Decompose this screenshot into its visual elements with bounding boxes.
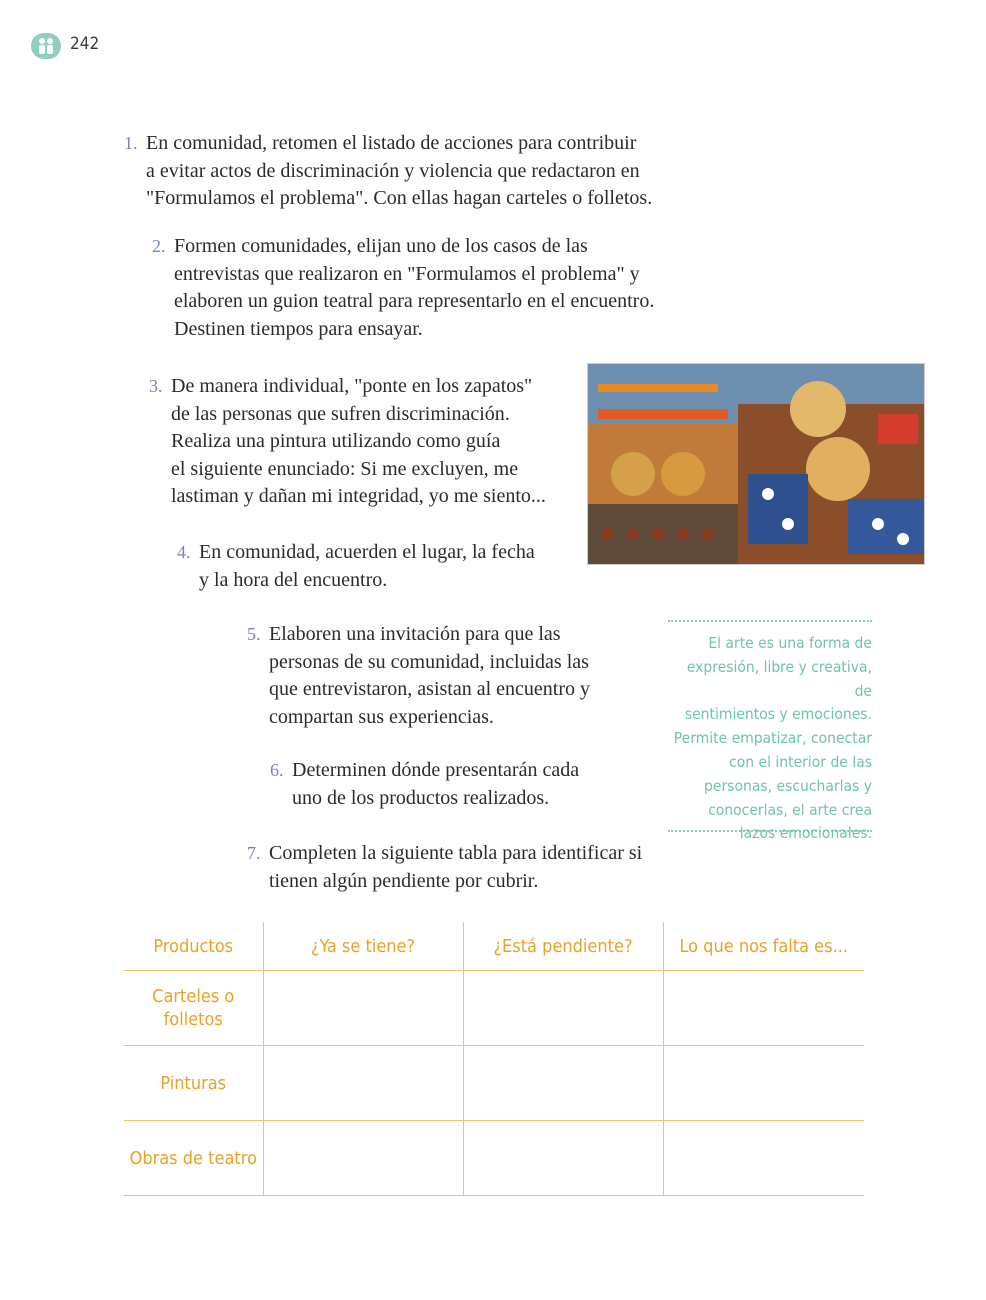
activity-3 (149, 373, 546, 511)
table-row (124, 971, 864, 1046)
activity-text: De manera individual, "ponte en los zapatos" de las personas que sufren discriminación. Realiza una pintura utilizando como guía el siguiente enunciado: Si me excluyen, me lastiman y dañan mi integridad, yo me siento... (171, 375, 546, 507)
art-quote-text: El arte es una forma de expresión, libre y creativa, de sentimientos y emociones. Permite empatizar, conectar con el interior de las personas, escucharlas y conocerlas, el arte crea lazos emocionales. (673, 634, 872, 843)
activity-text: En comunidad, acuerden el lugar, la fecha y la hora del encuentro. (199, 541, 535, 591)
table-cell[interactable] (663, 1121, 864, 1196)
row-label: Carteles o folletos (124, 971, 263, 1046)
activity-text: Completen la siguiente tabla para identificar si tienen algún pendiente por cubrir. (269, 842, 643, 892)
activity-number: 2. (152, 236, 166, 256)
table-cell[interactable] (663, 1046, 864, 1121)
table-cell[interactable] (463, 971, 663, 1046)
table-cell[interactable] (263, 971, 463, 1046)
page-number: 242 (70, 34, 100, 54)
table-cell[interactable] (463, 1121, 663, 1196)
activity-6 (270, 757, 579, 812)
table-header-row (124, 922, 864, 971)
section-icon (31, 33, 61, 59)
activity-text: Formen comunidades, elijan uno de los casos de las entrevistas que realizaron en "Formulamos el problema" y elaboren un guion teatral para representarlo en el encuentro. Destinen tiempos para ensayar. (174, 235, 655, 340)
column-header-products: Productos (124, 922, 263, 971)
table-row (124, 1046, 864, 1121)
activity-number: 7. (247, 843, 261, 863)
activity-text: Determinen dónde presentarán cada uno de los productos realizados. (292, 759, 580, 809)
column-header-pending: ¿Está pendiente? (463, 922, 663, 971)
activity-text: En comunidad, retomen el listado de acciones para contribuir a evitar actos de discriminación y violencia que redactaron en "Formulamos el problema". Con ellas hagan carteles o folletos. (146, 132, 653, 209)
products-status-table (124, 922, 864, 1196)
activity-text: Elaboren una invitación para que las personas de su comunidad, incluidas las que entrevistaron, asistan al encuentro y compartan sus experiencias. (269, 623, 590, 728)
activity-number: 5. (247, 624, 261, 644)
mural-photo (587, 363, 925, 565)
table-cell[interactable] (263, 1046, 463, 1121)
row-label: Pinturas (124, 1046, 263, 1121)
table-cell[interactable] (663, 971, 864, 1046)
activity-2 (152, 233, 654, 343)
art-quote-box (668, 620, 872, 843)
activity-number: 6. (270, 760, 284, 780)
activity-4 (177, 539, 535, 594)
column-header-have-it: ¿Ya se tiene? (263, 922, 463, 971)
table-cell[interactable] (263, 1121, 463, 1196)
row-label: Obras de teatro (124, 1121, 263, 1196)
activity-number: 3. (149, 376, 163, 396)
activity-5 (247, 621, 590, 731)
table-row (124, 1121, 864, 1196)
activity-number: 1. (124, 133, 138, 153)
column-header-missing: Lo que nos falta es... (663, 922, 864, 971)
activity-number: 4. (177, 542, 191, 562)
table-cell[interactable] (463, 1046, 663, 1121)
activity-7 (247, 840, 642, 895)
activity-1 (124, 130, 652, 213)
